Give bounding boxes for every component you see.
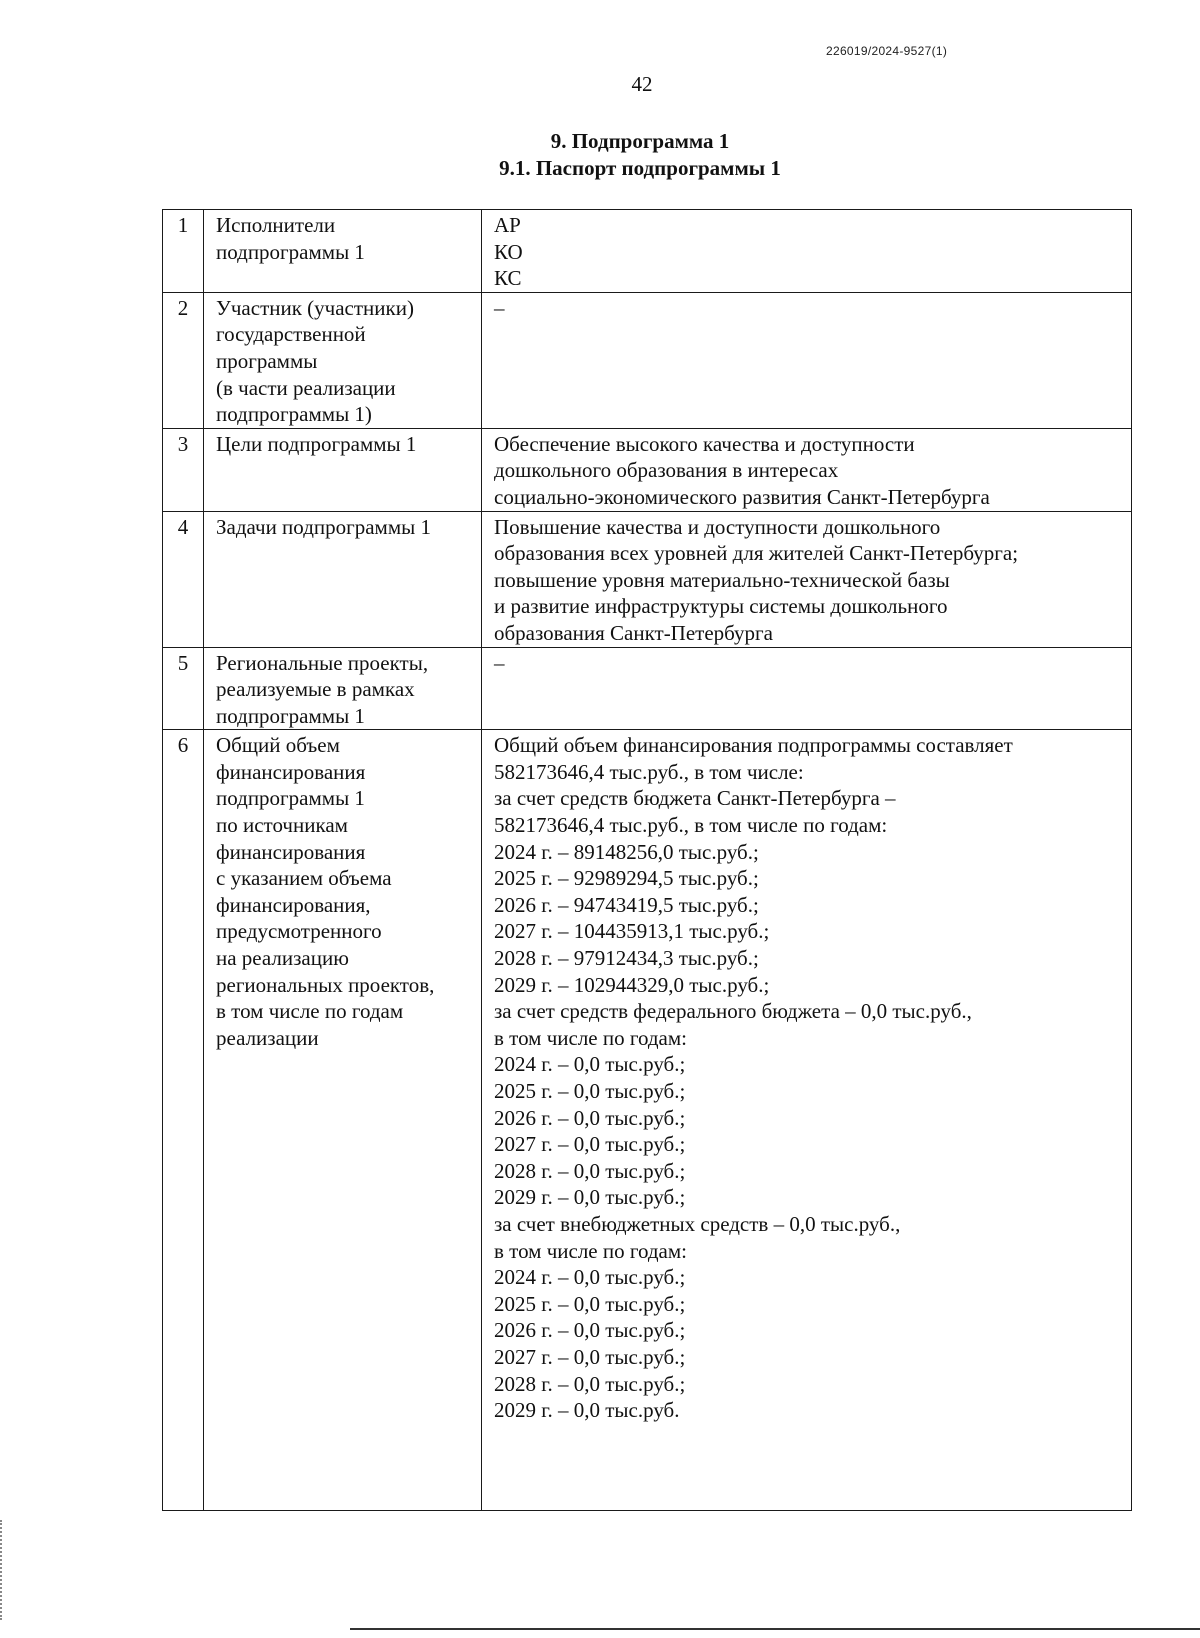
table-row: [163, 210, 1132, 293]
row-number: 3: [163, 428, 204, 511]
row-value: АР КО КС: [482, 210, 1132, 293]
table-row: [163, 647, 1132, 730]
row-label: Исполнители подпрограммы 1: [204, 210, 482, 293]
row-value: –: [482, 292, 1132, 428]
row-label: Цели подпрограммы 1: [204, 428, 482, 511]
table-row: [163, 428, 1132, 511]
table-row: [163, 730, 1132, 1511]
row-number: 5: [163, 647, 204, 730]
bottom-rule: [350, 1628, 1200, 1630]
row-number: 2: [163, 292, 204, 428]
section-title: 9. Подпрограмма 1: [550, 129, 730, 153]
row-label: Общий объем финансирования подпрограммы 1 по источникам финансирования с указанием объема финансирования, предусмотренного на реализацию региональных проектов, в том числе по годам реализации: [204, 730, 482, 1511]
table-row: [163, 511, 1132, 647]
row-value: Повышение качества и доступности дошкольного образования всех уровней для жителей Санкт-Петербурга; повышение уровня материально-технической базы и развитие инфраструктуры системы дошкольного образования Санкт-Петербурга: [482, 511, 1132, 647]
row-number: 6: [163, 730, 204, 1511]
row-number: 1: [163, 210, 204, 293]
row-label: Региональные проекты, реализуемые в рамках подпрограммы 1: [204, 647, 482, 730]
table-row: [163, 292, 1132, 428]
section-titles: [0, 128, 1200, 182]
page-number: 42: [631, 72, 653, 96]
row-label: Задачи подпрограммы 1: [204, 511, 482, 647]
subprogram-passport-table: [162, 209, 1132, 1511]
row-value: –: [482, 647, 1132, 730]
row-value: Обеспечение высокого качества и доступности дошкольного образования в интересах социально-экономического развития Санкт-Петербурга: [482, 428, 1132, 511]
row-value: Общий объем финансирования подпрограммы составляет 582173646,4 тыс.руб., в том числе: за счет средств бюджета Санкт-Петербурга – 582173646,4 тыс.руб., в том числе по годам: 2024 г. – 89148256,0 тыс.руб.; 2025 г. – 92989294,5 тыс.руб.; 2026 г. – 94743419,5 тыс.руб.; 2027 г. – 104435913,1 тыс.руб.; 2028 г. – 97912434,3 тыс.руб.; 2029 г. – 102944329,0 тыс.руб.; за счет средств федерального бюджета – 0,0 тыс.руб., в том числе по годам: 2024 г. – 0,0 тыс.руб.; 2025 г. – 0,0 тыс.руб.; 2026 г. – 0,0 тыс.руб.; 2027 г. – 0,0 тыс.руб.; 2028 г. – 0,0 тыс.руб.; 2029 г. – 0,0 тыс.руб.; за счет внебюджетных средств – 0,0 тыс.руб., в том числе по годам: 2024 г. – 0,0 тыс.руб.; 2025 г. – 0,0 тыс.руб.; 2026 г. – 0,0 тыс.руб.; 2027 г. – 0,0 тыс.руб.; 2028 г. – 0,0 тыс.руб.; 2029 г. – 0,0 тыс.руб.: [482, 730, 1132, 1511]
row-number: 4: [163, 511, 204, 647]
scan-edge-marks: [0, 1520, 4, 1620]
document-registration-number: 226019/2024-9527(1): [826, 44, 948, 58]
row-label: Участник (участники) государственной программы (в части реализации подпрограммы 1): [204, 292, 482, 428]
subsection-title: 9.1. Паспорт подпрограммы 1: [499, 156, 781, 180]
